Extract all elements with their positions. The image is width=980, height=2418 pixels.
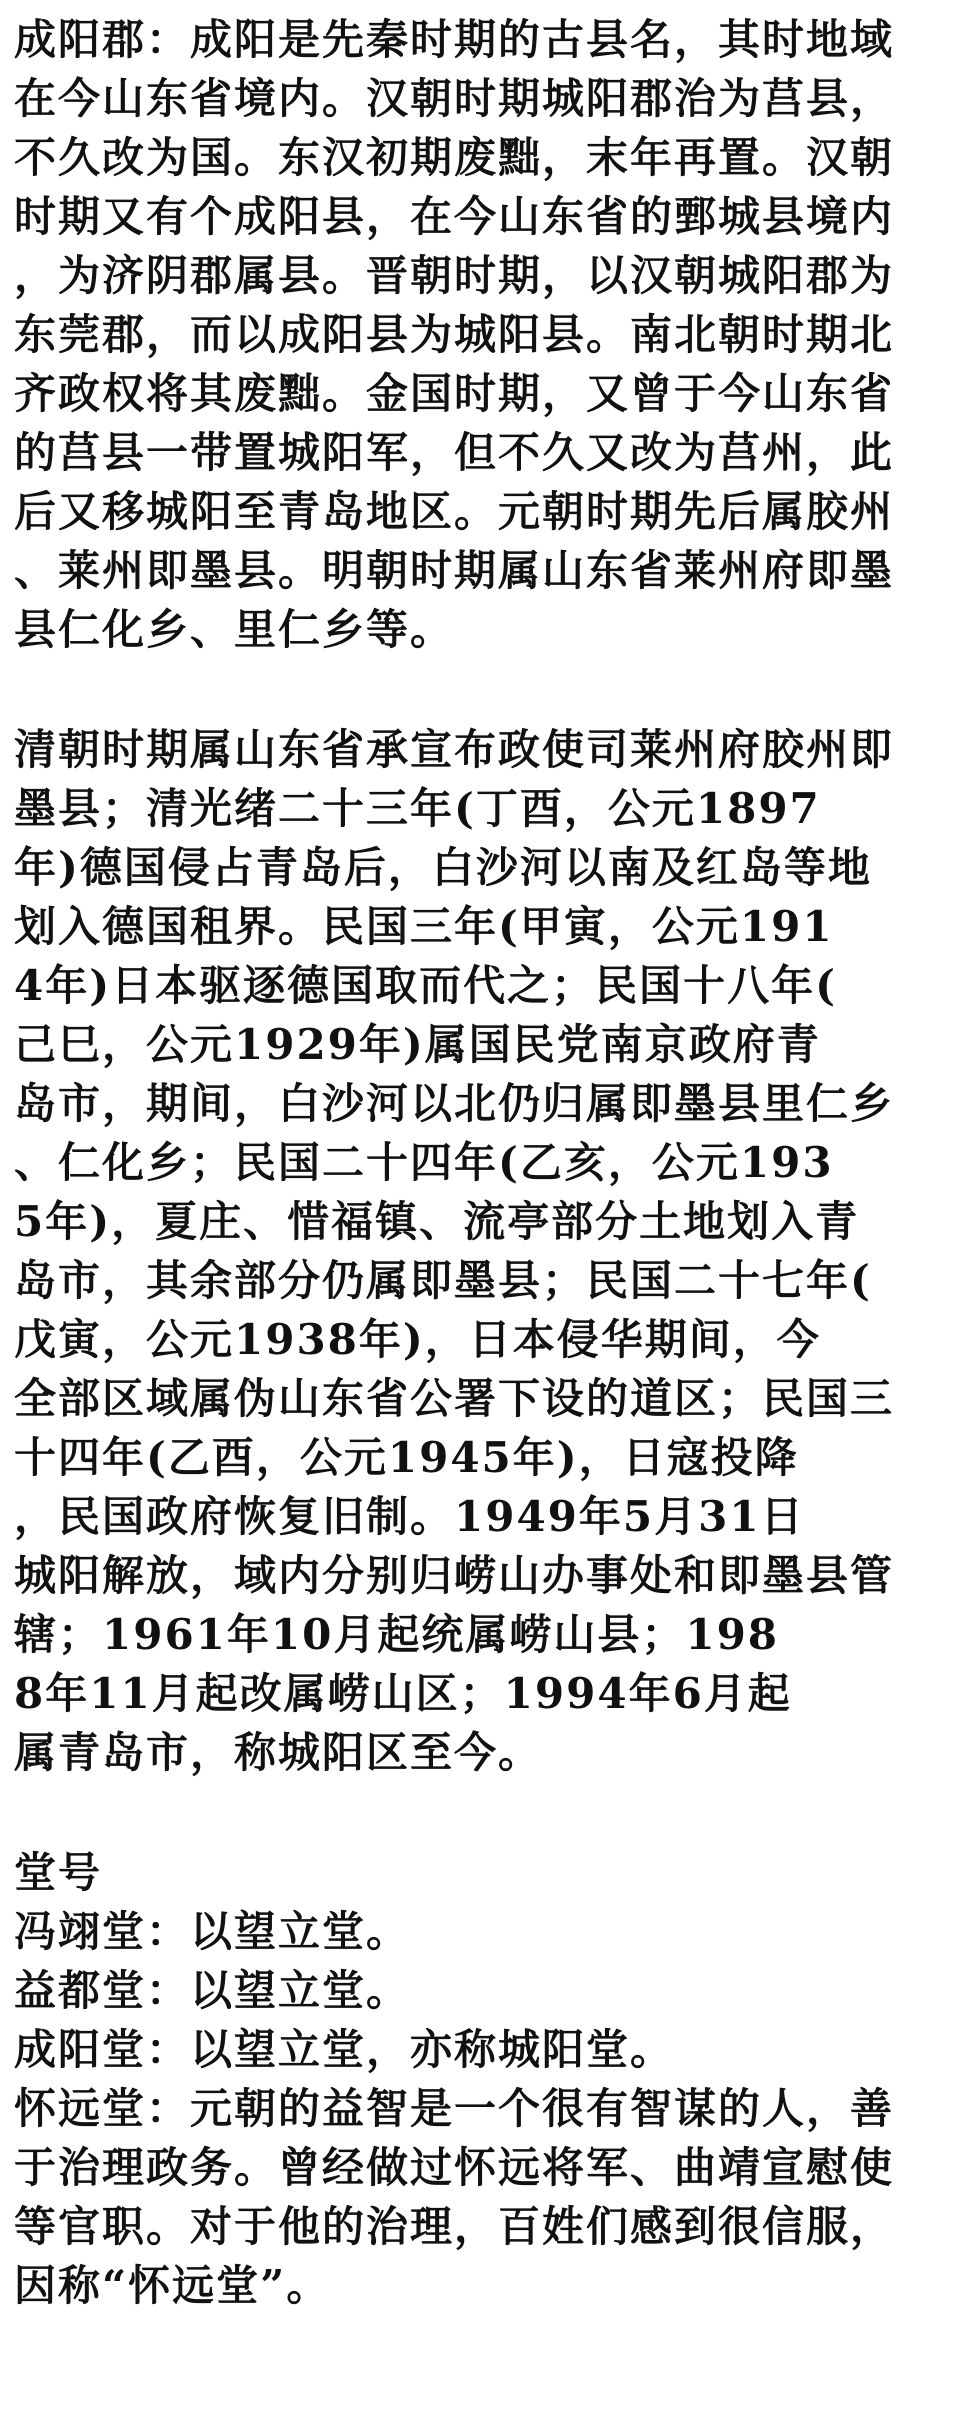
text-line: 己巳，公元1929年)属国民党南京政府青: [14, 1020, 821, 1069]
text-line: 于治理政务。曾经做过怀远将军、曲靖宣慰使: [14, 2143, 895, 2192]
text-line: 辖；1961年10月起统属崂山县；198: [14, 1610, 780, 1659]
text-line: 冯翊堂：以望立堂。: [14, 1907, 411, 1956]
text-line: 5年)，夏庄、惜福镇、流亭部分土地划入青: [14, 1197, 860, 1246]
section-heading: 堂号: [14, 1848, 103, 1897]
paragraph-gap: [14, 659, 970, 720]
paragraph-history-modern: [14, 720, 970, 1782]
text-line: 不久改为国。东汉初期废黜，末年再置。汉朝: [14, 133, 895, 182]
text-line: 、莱州即墨县。明朝时期属山东省莱州府即墨: [14, 546, 895, 595]
text-line: 、仁化乡；民国二十四年(乙亥，公元193: [14, 1138, 834, 1187]
text-line: 齐政权将其废黜。金国时期，又曾于今山东省: [14, 369, 895, 418]
text-line: 因称“怀远堂”。: [14, 2261, 331, 2310]
text-line: 4年)日本驱逐德国取而代之；民国十八年(: [14, 961, 837, 1010]
paragraph-gap: [14, 1782, 970, 1843]
text-line: 成阳郡：成阳是先秦时期的古县名，其时地域: [14, 15, 895, 64]
text-line: 后又移城阳至青岛地区。元朝时期先后属胶州: [14, 487, 895, 536]
text-line: ，为济阴郡属县。晋朝时期，以汉朝城阳郡为: [14, 251, 895, 300]
text-line: 岛市，期间，白沙河以北仍归属即墨县里仁乡: [14, 1079, 895, 1128]
text-line: 在今山东省境内。汉朝时期城阳郡治为莒县，: [14, 74, 895, 123]
text-line: 县仁化乡、里仁乡等。: [14, 605, 455, 654]
text-line: 东莞郡，而以成阳县为城阳县。南北朝时期北: [14, 310, 895, 359]
text-line: 岛市，其余部分仍属即墨县；民国二十七年(: [14, 1256, 872, 1305]
text-line: 成阳堂：以望立堂，亦称城阳堂。: [14, 2025, 675, 2074]
text-line: ，民国政府恢复旧制。1949年5月31日: [14, 1492, 805, 1541]
text-line: 的莒县一带置城阳军，但不久又改为莒州，此: [14, 428, 895, 477]
text-line: 时期又有个成阳县，在今山东省的鄄城县境内: [14, 192, 895, 241]
paragraph-hall-names: [14, 1843, 970, 2315]
text-line: 属青岛市，称城阳区至今。: [14, 1728, 543, 1777]
text-line: 城阳解放，域内分别归崂山办事处和即墨县管: [14, 1551, 895, 1600]
text-line: 等官职。对于他的治理，百姓们感到很信服，: [14, 2202, 895, 2251]
text-line: 8年11月起改属崂山区；1994年6月起: [14, 1669, 792, 1718]
text-line: 怀远堂：元朝的益智是一个很有智谋的人，善: [14, 2084, 895, 2133]
text-line: 十四年(乙酉，公元1945年)，日寇投降: [14, 1433, 799, 1482]
text-line: 清朝时期属山东省承宣布政使司莱州府胶州即: [14, 725, 895, 774]
text-line: 戊寅，公元1938年)，日本侵华期间，今: [14, 1315, 821, 1364]
text-line: 全部区域属伪山东省公署下设的道区；民国三: [14, 1374, 895, 1423]
text-line: 年)德国侵占青岛后，白沙河以南及红岛等地: [14, 843, 872, 892]
text-line: 划入德国租界。民国三年(甲寅，公元191: [14, 902, 834, 951]
text-line: 益都堂：以望立堂。: [14, 1966, 411, 2015]
text-line: 墨县；清光绪二十三年(丁酉，公元1897: [14, 784, 821, 833]
paragraph-history-early: [14, 10, 970, 659]
